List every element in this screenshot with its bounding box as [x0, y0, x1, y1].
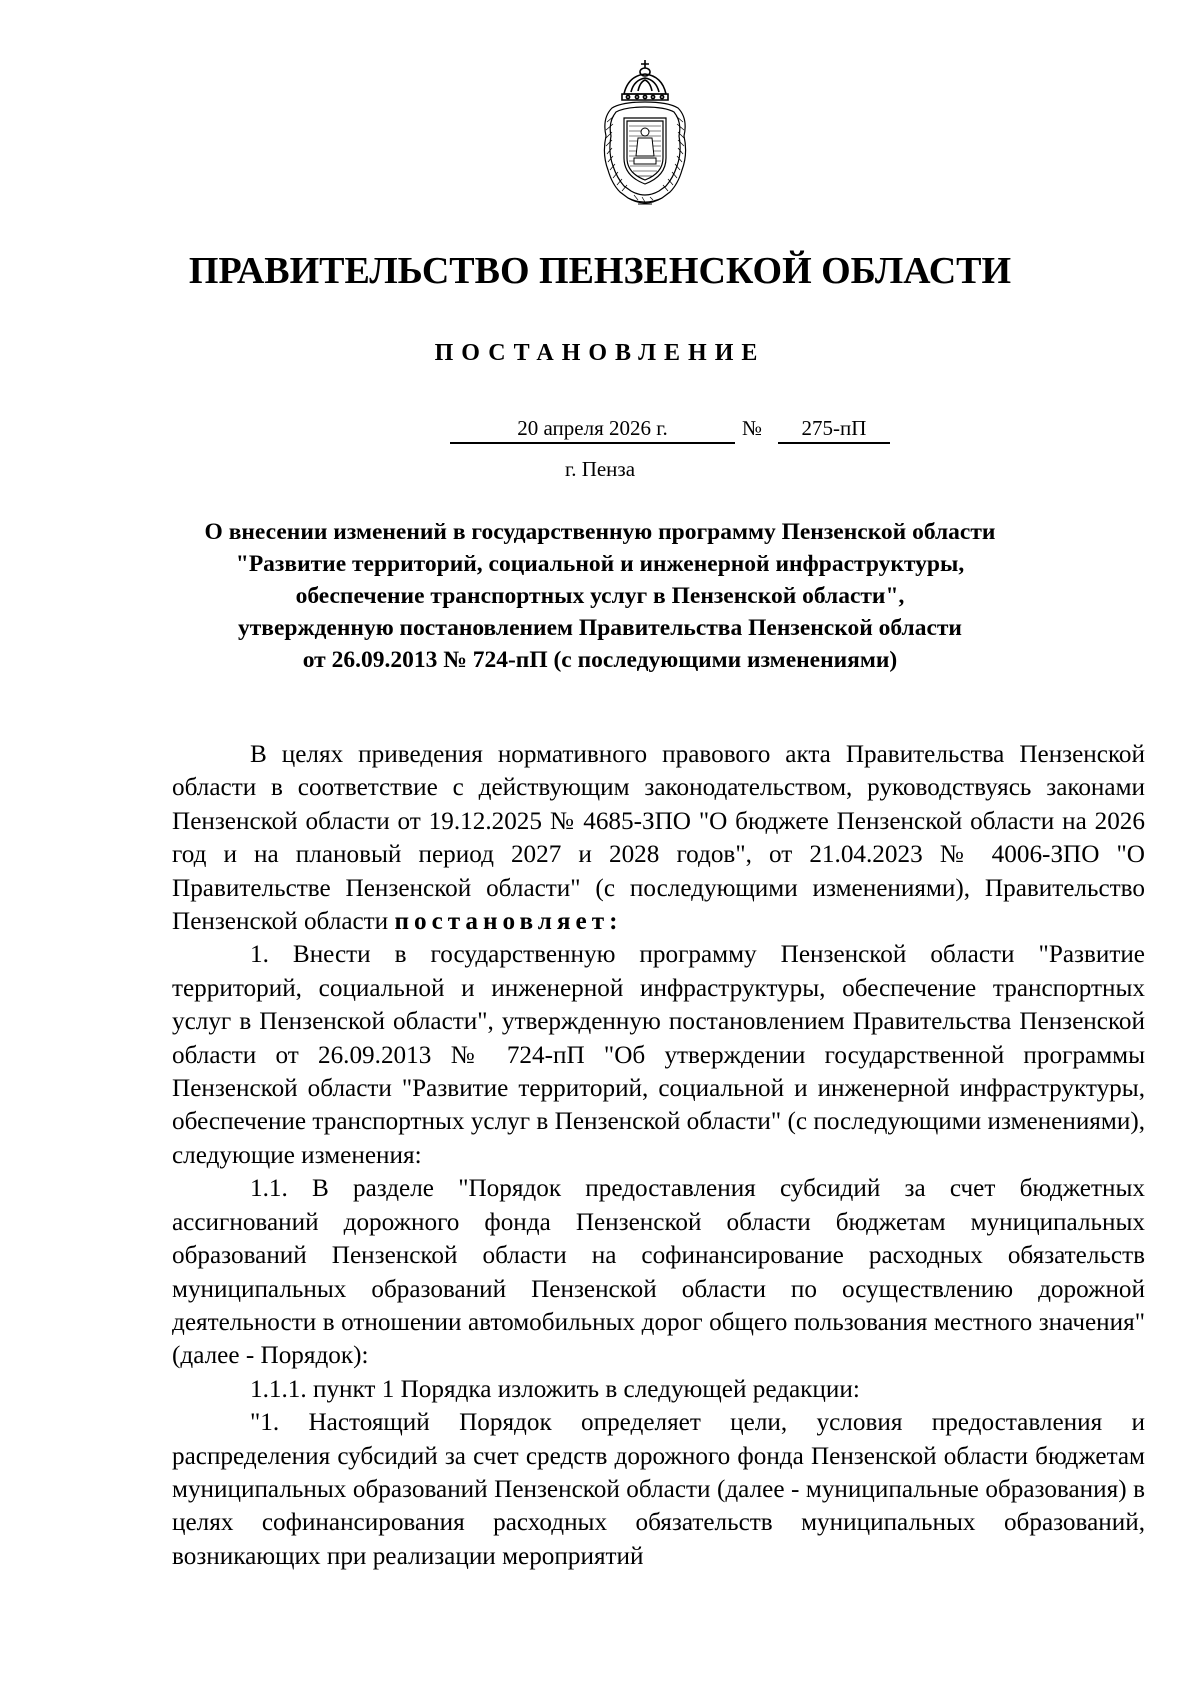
document-date: 20 апреля 2026 г.: [450, 414, 735, 444]
paragraph-1-1: 1.1. В разделе "Порядок предоставления субсидий за счет бюджетных ассигнований дорожного фонда Пензенской области бюджетам муниципальных образований Пензенской области на софинансирование расходных обязательств муниципальных образований Пензенской области по осуществлению дорожной деятельности в отношении автомобильных дорог общего пользования местного значения" (далее - Порядок):: [172, 1175, 1145, 1370]
subject-line: от 26.09.2013 № 724-пП (с последующими изменениями): [302, 647, 898, 673]
government-name: ПРАВИТЕЛЬСТВО ПЕНЗЕНСКОЙ ОБЛАСТИ: [188, 250, 1012, 292]
document-city: г. Пенза: [564, 457, 636, 481]
number-sign: №: [742, 416, 763, 440]
document-type: ПОСТАНОВЛЕНИЕ: [434, 340, 766, 366]
paragraph-1-1-1: 1.1.1. пункт 1 Порядка изложить в следующей редакции:: [250, 1375, 860, 1403]
document-subject: [150, 516, 1050, 676]
preamble-paragraph: [172, 738, 1145, 938]
preamble-text: В целях приведения нормативного правового акта Правительства Пензенской области в соответствие с действующим законодательством, руководствуясь законами Пензенской области от 19.12.2025 № 4685-ЗПО "О бюджете Пензенской области на 2026 год и на плановый период 2027 и 2028 годов", от 21.04.2023 № 4006-ЗПО "О Правительстве Пензенской области" (с последующими изменениями), Правительство Пензенской области: [172, 741, 1145, 936]
subject-line: обеспечение транспортных услуг в Пензенской области",: [295, 583, 905, 609]
paragraph-1: 1. Внести в государственную программу Пензенской области "Развитие территорий, социальной и инженерной инфраструктуры, обеспечение транспортных услуг в Пензенской области", утвержденную постановлением Правительства Пензенской области от 26.09.2013 № 724-пП "Об утверждении государственной программы Пензенской области "Развитие территорий, социальной и инженерной инфраструктуры, обеспечение транспортных услуг в Пензенской области" (с последующими изменениями), следующие изменения:: [172, 941, 1145, 1169]
decree-word: постановляет:: [394, 908, 623, 936]
document-number: 275-пП: [778, 414, 890, 444]
document-body: [172, 738, 1145, 1573]
penza-region-coat-of-arms-icon: [598, 58, 692, 208]
subject-line: О внесении изменений в государственную программу Пензенской области: [204, 519, 996, 545]
subject-line: утвержденную постановлением Правительства Пензенской области: [238, 615, 962, 641]
subject-line: "Развитие территорий, социальной и инженерной инфраструктуры,: [235, 551, 965, 577]
quoted-paragraph: "1. Настоящий Порядок определяет цели, условия предоставления и распределения субсидий за счет средств дорожного фонда Пензенской области бюджетам муниципальных образований Пензенской области (далее - муниципальные образования) в целях софинансирования расходных обязательств муниципальных образований, возникающих при реализации мероприятий: [172, 1409, 1145, 1570]
